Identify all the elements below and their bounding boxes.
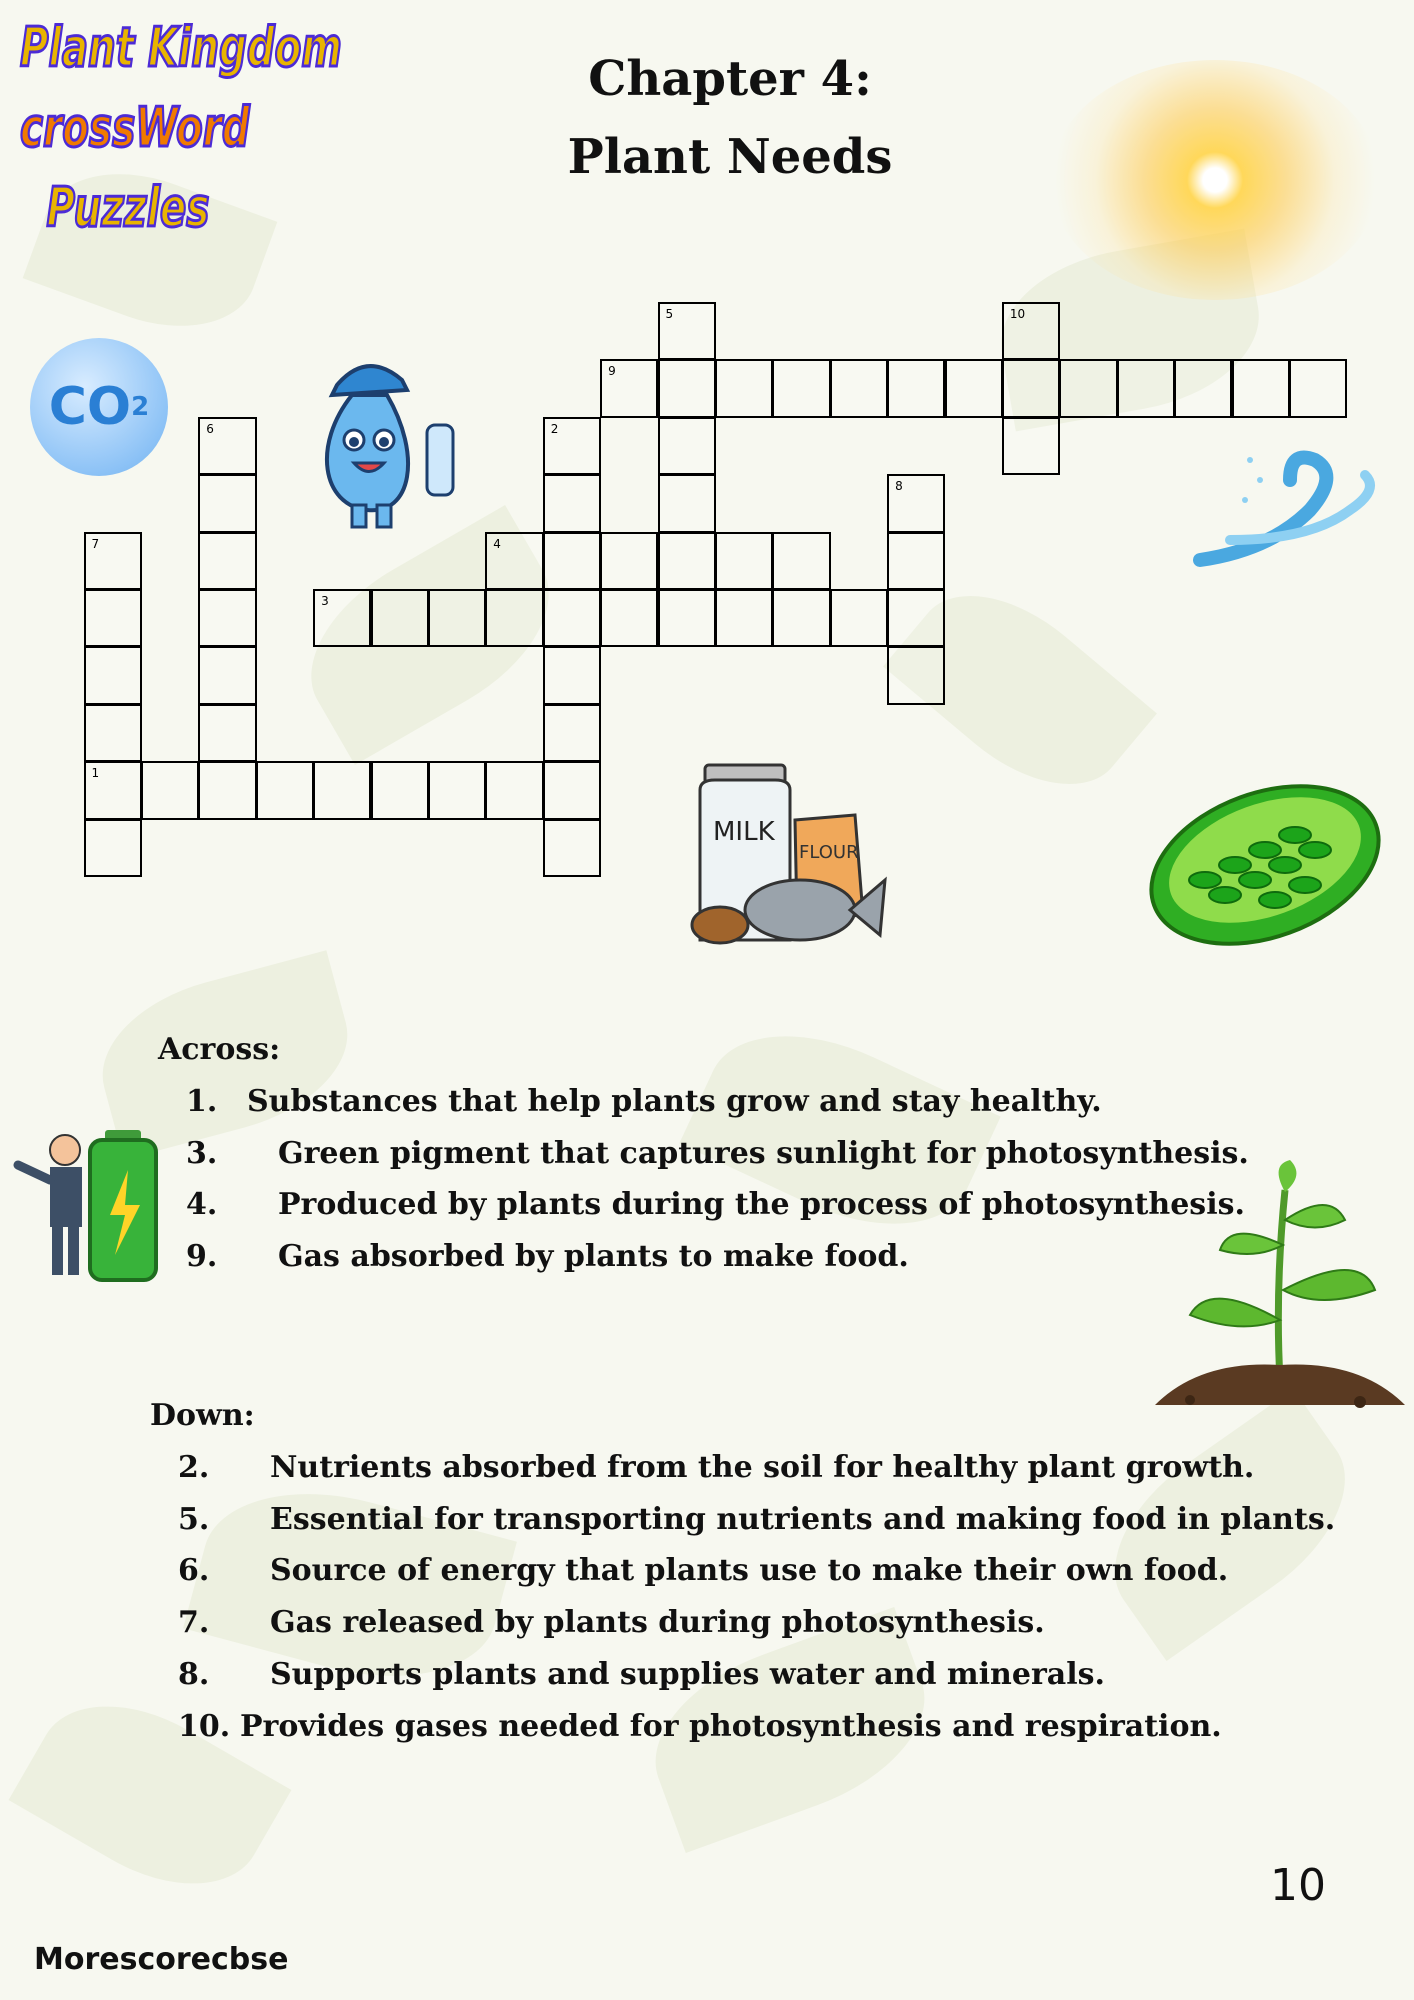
clue-number: 8. bbox=[178, 1656, 210, 1692]
crossword-cell[interactable] bbox=[1002, 302, 1060, 360]
crossword-cell[interactable] bbox=[485, 761, 543, 819]
crossword-cell[interactable] bbox=[600, 532, 658, 590]
crossword-cell[interactable] bbox=[84, 819, 142, 877]
crossword-cell[interactable] bbox=[313, 589, 371, 647]
footer-brand: Morescorecbse bbox=[34, 1942, 289, 1977]
logo-line-2: crossWord bbox=[20, 96, 250, 159]
crossword-clue-number: 1 bbox=[91, 766, 100, 781]
crossword-clue-number: 6 bbox=[206, 421, 214, 436]
flour-label: FLOUR bbox=[799, 842, 859, 863]
crossword-cell[interactable] bbox=[715, 359, 773, 417]
crossword-cell[interactable] bbox=[84, 532, 142, 590]
crossword-cell[interactable] bbox=[658, 589, 716, 647]
crossword-cell[interactable] bbox=[1059, 359, 1117, 417]
clue-number: 10. bbox=[178, 1708, 231, 1744]
clue-number: 3. bbox=[186, 1135, 218, 1171]
crossword-cell[interactable] bbox=[772, 532, 830, 590]
crossword-cell[interactable] bbox=[198, 417, 256, 475]
clue-text: Gas released by plants during photosynthesis. bbox=[270, 1605, 1045, 1641]
crossword-cell[interactable] bbox=[658, 302, 716, 360]
crossword-cell[interactable] bbox=[485, 532, 543, 590]
title-line-2: Plant Needs bbox=[567, 129, 893, 185]
crossword-cell[interactable] bbox=[600, 359, 658, 417]
clue-number: 7. bbox=[178, 1605, 210, 1641]
crossword-cell[interactable] bbox=[543, 646, 601, 704]
clue-text: Essential for transporting nutrients and making food in plants. bbox=[270, 1501, 1336, 1537]
crossword-cell[interactable] bbox=[887, 359, 945, 417]
crossword-cell[interactable] bbox=[772, 359, 830, 417]
crossword-cell[interactable] bbox=[543, 589, 601, 647]
crossword-cell[interactable] bbox=[887, 646, 945, 704]
crossword-cell[interactable] bbox=[1289, 359, 1347, 417]
crossword-cell[interactable] bbox=[1117, 359, 1175, 417]
clue-text: Provides gases needed for photosynthesis and respiration. bbox=[240, 1708, 1222, 1744]
clue-text: Source of energy that plants use to make their own food. bbox=[270, 1553, 1229, 1589]
crossword-cell[interactable] bbox=[485, 589, 543, 647]
crossword-clue-number: 7 bbox=[91, 536, 100, 551]
clue-number: 2. bbox=[178, 1450, 210, 1485]
crossword-clue-number: 8 bbox=[895, 479, 903, 494]
crossword-clue-number: 3 bbox=[321, 594, 329, 608]
crossword-clue-number: 5 bbox=[665, 307, 674, 321]
crossword-cell[interactable] bbox=[715, 589, 773, 647]
clue-text: Substances that help plants grow and stay healthy. bbox=[247, 1084, 1102, 1119]
crossword-cell[interactable] bbox=[600, 589, 658, 647]
crossword-cell[interactable] bbox=[887, 589, 945, 647]
crossword-cell[interactable] bbox=[428, 589, 486, 647]
crossword-cell[interactable] bbox=[543, 704, 601, 762]
crossword-cell[interactable] bbox=[543, 417, 601, 475]
crossword-cell[interactable] bbox=[371, 589, 429, 647]
logo-line-1: Plant Kingdom bbox=[20, 16, 342, 79]
crossword-cell[interactable] bbox=[543, 532, 601, 590]
crossword-clue-number: 4 bbox=[493, 536, 501, 551]
crossword-cell[interactable] bbox=[658, 417, 716, 475]
crossword-cell[interactable] bbox=[428, 761, 486, 819]
crossword-cell[interactable] bbox=[198, 704, 256, 762]
crossword-cell[interactable] bbox=[1232, 359, 1290, 417]
crossword-cell[interactable] bbox=[543, 474, 601, 532]
chloroplast-icon bbox=[1145, 760, 1385, 955]
crossword-cell[interactable] bbox=[1174, 359, 1232, 417]
crossword-cell[interactable] bbox=[84, 646, 142, 704]
crossword-cell[interactable] bbox=[84, 589, 142, 647]
crossword-cell[interactable] bbox=[198, 761, 256, 819]
crossword-clue-number: 2 bbox=[550, 421, 559, 436]
clue-number: 1. bbox=[186, 1084, 218, 1119]
logo-line-3: Puzzles bbox=[46, 176, 210, 239]
crossword-cell[interactable] bbox=[141, 761, 199, 819]
crossword-cell[interactable] bbox=[84, 761, 142, 819]
crossword-cell[interactable] bbox=[371, 761, 429, 819]
crossword-cell[interactable] bbox=[715, 532, 773, 590]
clue-text: Supports plants and supplies water and minerals. bbox=[270, 1656, 1105, 1692]
clue-text: Gas absorbed by plants to make food. bbox=[278, 1239, 909, 1275]
page-number: 10 bbox=[1270, 1860, 1326, 1911]
title-line-1: Chapter 4: bbox=[588, 51, 872, 107]
crossword-clue-number: 10 bbox=[1009, 307, 1026, 321]
crossword-cell[interactable] bbox=[198, 532, 256, 590]
clue-text: Nutrients absorbed from the soil for healthy plant growth. bbox=[270, 1450, 1255, 1485]
crossword-cell[interactable] bbox=[313, 761, 371, 819]
milk-label: MILK bbox=[713, 817, 775, 847]
across-heading: Across: bbox=[158, 1032, 281, 1067]
food-items-icon bbox=[685, 760, 905, 955]
crossword-clue-number: 9 bbox=[608, 364, 616, 379]
crossword-cell[interactable] bbox=[198, 474, 256, 532]
clue-number: 5. bbox=[178, 1501, 210, 1537]
crossword-cell[interactable] bbox=[198, 589, 256, 647]
crossword-cell[interactable] bbox=[1002, 359, 1060, 417]
crossword-cell[interactable] bbox=[84, 704, 142, 762]
crossword-cell[interactable] bbox=[256, 761, 314, 819]
clue-text: Green pigment that captures sunlight for photosynthesis. bbox=[278, 1135, 1249, 1171]
crossword-cell[interactable] bbox=[658, 359, 716, 417]
crossword-cell[interactable] bbox=[830, 589, 888, 647]
down-heading: Down: bbox=[150, 1398, 255, 1433]
clue-number: 4. bbox=[186, 1187, 218, 1223]
crossword-cell[interactable] bbox=[1002, 417, 1060, 475]
co2-subscript: 2 bbox=[131, 392, 150, 422]
co2-text: CO bbox=[48, 377, 132, 437]
crossword-cell[interactable] bbox=[945, 359, 1003, 417]
clue-number: 6. bbox=[178, 1553, 210, 1589]
crossword-cell[interactable] bbox=[658, 474, 716, 532]
crossword-cell[interactable] bbox=[198, 646, 256, 704]
clue-number: 9. bbox=[186, 1239, 218, 1275]
battery-man-icon bbox=[10, 1125, 190, 1285]
crossword-cell[interactable] bbox=[543, 819, 601, 877]
clue-text: Produced by plants during the process of photosynthesis. bbox=[278, 1187, 1245, 1223]
crossword-cell[interactable] bbox=[830, 359, 888, 417]
crossword-cell[interactable] bbox=[772, 589, 830, 647]
crossword-cell[interactable] bbox=[543, 761, 601, 819]
crossword-cell[interactable] bbox=[658, 532, 716, 590]
crossword-cell[interactable] bbox=[887, 474, 945, 532]
crossword-cell[interactable] bbox=[887, 532, 945, 590]
